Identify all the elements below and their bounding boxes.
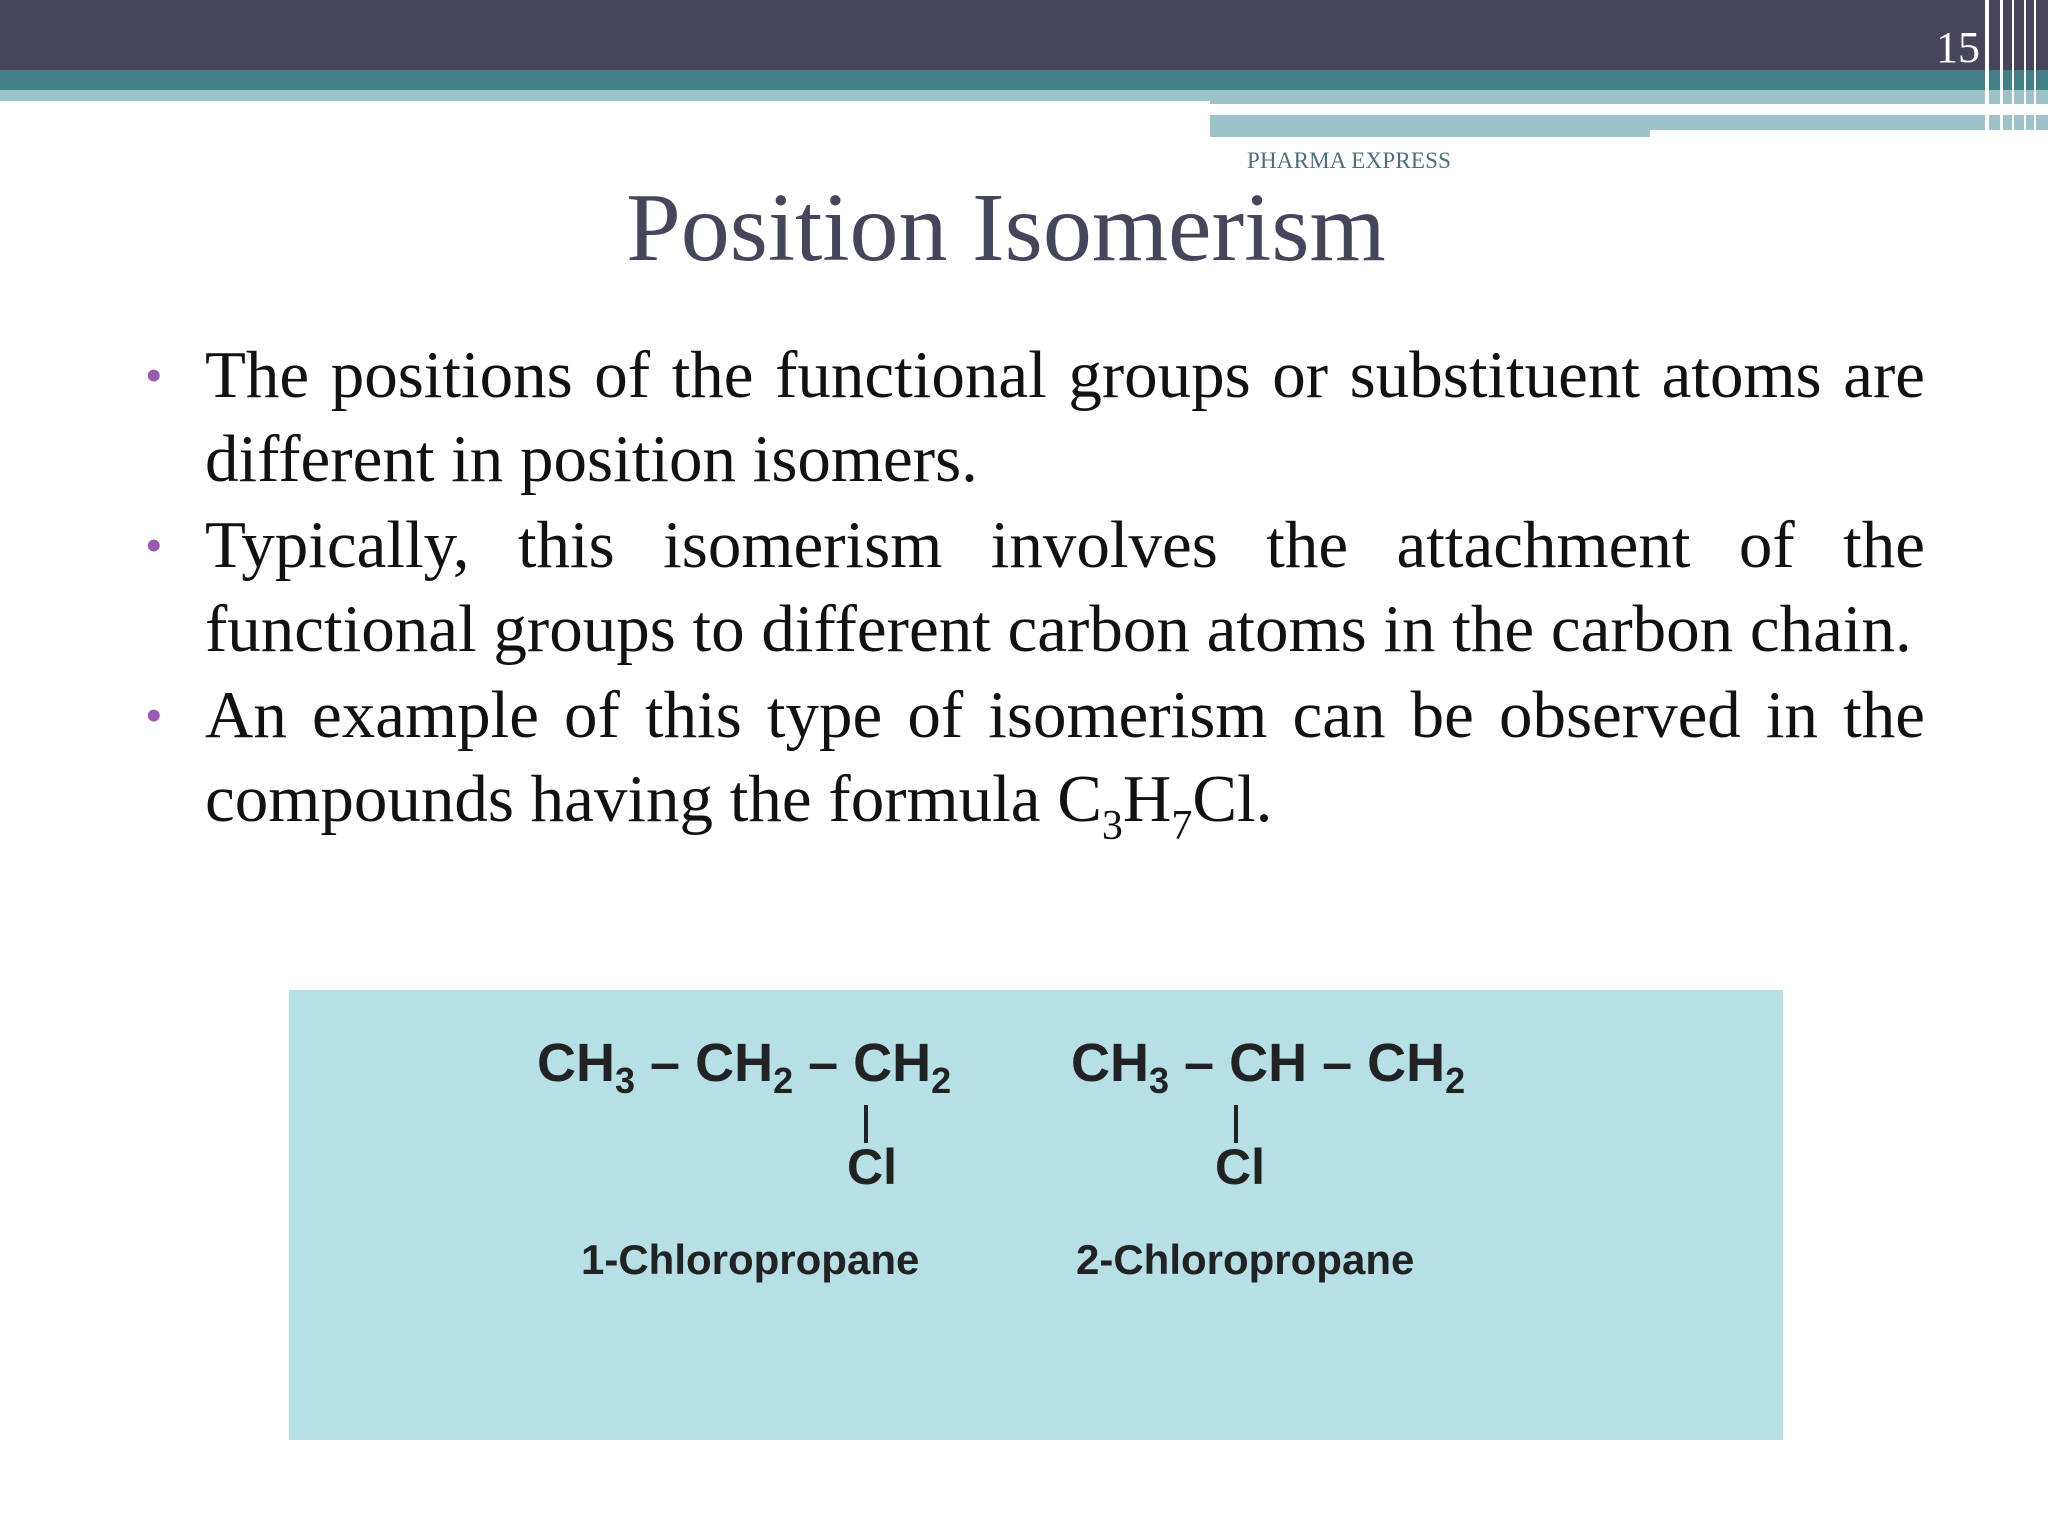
subscript: 2 xyxy=(931,1060,952,1101)
subscript: 3 xyxy=(1101,803,1123,849)
header-light-stripe-right xyxy=(1210,90,2048,104)
subscript: 7 xyxy=(1171,803,1193,849)
formula-part: CH xyxy=(1071,1033,1149,1093)
header-light-stripe-left xyxy=(0,90,1210,101)
slide-title: Position Isomerism xyxy=(626,174,1386,282)
header-divider-line xyxy=(1210,108,1895,115)
bullet-text-part: H xyxy=(1122,762,1172,836)
bullet-list xyxy=(145,333,1925,849)
formula-part: CH xyxy=(537,1033,615,1093)
chemical-structures-figure xyxy=(289,990,1783,1440)
header-vertical-line xyxy=(2024,0,2026,137)
compound-2-substituent: Cl xyxy=(1215,1139,1265,1195)
subscript: 2 xyxy=(1445,1060,1466,1101)
bullet-dot: • xyxy=(145,687,163,743)
header-vertical-line xyxy=(2034,0,2036,137)
subscript: 3 xyxy=(1149,1060,1170,1101)
brand-watermark: PHARMA EXPRESS xyxy=(1247,148,1452,173)
header-vertical-line xyxy=(2000,0,2003,137)
compound-1-name: 1-Chloropropane xyxy=(581,1236,920,1283)
formula-part: – CH xyxy=(635,1033,774,1093)
header-vertical-line xyxy=(1985,0,1989,137)
header-teal-stripe xyxy=(0,70,2048,90)
formula-part: – CH – CH xyxy=(1169,1033,1446,1093)
slide-number: 15 xyxy=(1936,23,1980,72)
bullet-text xyxy=(205,678,1925,849)
bullet-text: The positions of the functional groups or substituent atoms are different in position isomers. xyxy=(205,338,1925,496)
bullet-item xyxy=(145,503,1925,671)
header-vertical-line xyxy=(2012,0,2014,137)
bullet-dot: • xyxy=(145,517,163,573)
compound-2-name: 2-Chloropropane xyxy=(1076,1236,1415,1283)
formula-part: – CH xyxy=(793,1033,932,1093)
subscript: 2 xyxy=(773,1060,794,1101)
bullet-item xyxy=(145,333,1925,501)
compound-2-formula xyxy=(1071,1032,1466,1101)
bullet-text-part: An example of this type of isomerism can be observed in the compounds having the formula C xyxy=(205,678,1925,836)
bullet-text: Typically, this isomerism involves the attachment of the functional groups to different carbon atoms in the carbon chain. xyxy=(205,508,1925,666)
compound-1-substituent: Cl xyxy=(847,1139,897,1195)
bullet-item xyxy=(145,673,1925,849)
bullet-dot: • xyxy=(145,347,163,403)
compound-1-formula xyxy=(537,1032,952,1101)
subscript: 3 xyxy=(615,1060,636,1101)
header-bar xyxy=(0,0,2048,70)
bullet-text-part: Cl. xyxy=(1192,762,1273,836)
